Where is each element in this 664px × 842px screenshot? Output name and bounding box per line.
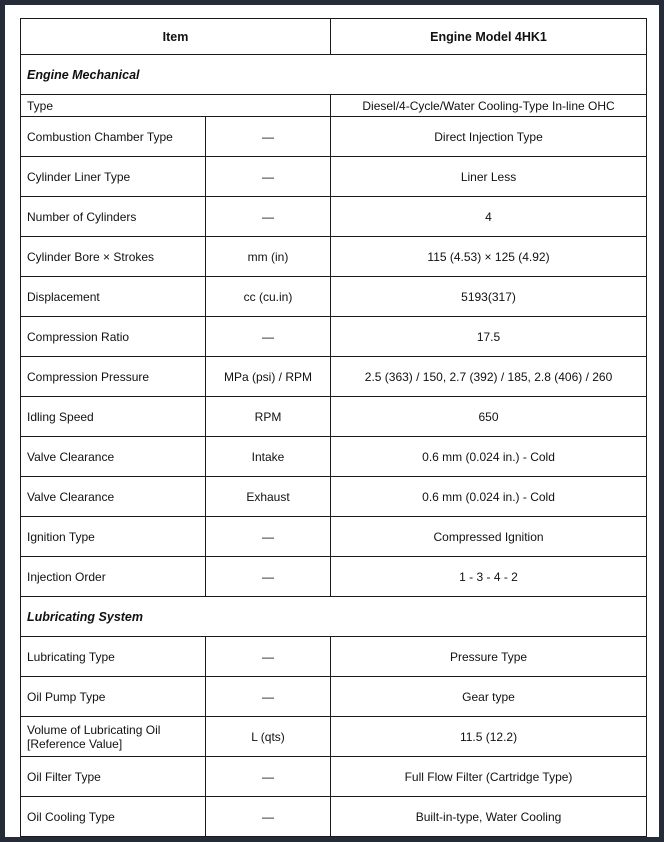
spec-row xyxy=(21,717,647,757)
row-value: 5193(317) xyxy=(331,277,647,317)
row-value: Full Flow Filter (Cartridge Type) xyxy=(331,757,647,797)
spec-row xyxy=(21,637,647,677)
row-label: Compression Ratio xyxy=(21,317,206,357)
row-unit: — xyxy=(206,677,331,717)
row-label: Cylinder Bore × Strokes xyxy=(21,237,206,277)
row-label: Oil Pump Type xyxy=(21,677,206,717)
row-label: Oil Cooling Type xyxy=(21,797,206,837)
row-value: Liner Less xyxy=(331,157,647,197)
row-value: 0.6 mm (0.024 in.) - Cold xyxy=(331,477,647,517)
row-label: Injection Order xyxy=(21,557,206,597)
spec-row xyxy=(21,557,647,597)
row-value: 1 - 3 - 4 - 2 xyxy=(331,557,647,597)
spec-row xyxy=(21,677,647,717)
row-unit: cc (cu.in) xyxy=(206,277,331,317)
row-value: 11.5 (12.2) xyxy=(331,717,647,757)
spec-row xyxy=(21,237,647,277)
row-unit: — xyxy=(206,197,331,237)
spec-row xyxy=(21,95,647,117)
section-header-row xyxy=(21,597,647,637)
spec-row xyxy=(21,357,647,397)
row-unit: — xyxy=(206,557,331,597)
spec-row xyxy=(21,317,647,357)
row-label: Volume of Lubricating Oil [Reference Value] xyxy=(21,717,206,757)
engine-spec-table xyxy=(20,18,647,837)
row-unit: mm (in) xyxy=(206,237,331,277)
spec-row xyxy=(21,757,647,797)
row-value: 650 xyxy=(331,397,647,437)
row-value: 17.5 xyxy=(331,317,647,357)
row-unit: L (qts) xyxy=(206,717,331,757)
row-unit: — xyxy=(206,157,331,197)
row-label: Oil Filter Type xyxy=(21,757,206,797)
row-value: Built-in-type, Water Cooling xyxy=(331,797,647,837)
row-value: 0.6 mm (0.024 in.) - Cold xyxy=(331,437,647,477)
spec-table-body xyxy=(21,55,647,837)
row-label: Valve Clearance xyxy=(21,437,206,477)
row-unit: — xyxy=(206,637,331,677)
row-label: Displacement xyxy=(21,277,206,317)
item-column-header: Item xyxy=(21,19,331,55)
row-label: Combustion Chamber Type xyxy=(21,117,206,157)
row-value: Pressure Type xyxy=(331,637,647,677)
document-page xyxy=(5,5,659,837)
row-label: Lubricating Type xyxy=(21,637,206,677)
row-value: 2.5 (363) / 150, 2.7 (392) / 185, 2.8 (406) / 260 xyxy=(331,357,647,397)
row-unit: — xyxy=(206,757,331,797)
spec-row xyxy=(21,277,647,317)
spec-row xyxy=(21,517,647,557)
spec-row xyxy=(21,437,647,477)
row-value: 4 xyxy=(331,197,647,237)
spec-row xyxy=(21,797,647,837)
row-value: Compressed Ignition xyxy=(331,517,647,557)
spec-row xyxy=(21,157,647,197)
section-header-row xyxy=(21,55,647,95)
spec-row xyxy=(21,477,647,517)
row-value: Diesel/4-Cycle/Water Cooling-Type In-line OHC xyxy=(331,95,647,117)
row-value: 115 (4.53) × 125 (4.92) xyxy=(331,237,647,277)
spec-row xyxy=(21,397,647,437)
spec-row xyxy=(21,197,647,237)
row-unit: RPM xyxy=(206,397,331,437)
row-label: Number of Cylinders xyxy=(21,197,206,237)
row-label: Valve Clearance xyxy=(21,477,206,517)
row-label: Cylinder Liner Type xyxy=(21,157,206,197)
row-value: Direct Injection Type xyxy=(331,117,647,157)
row-label: Ignition Type xyxy=(21,517,206,557)
table-header-row xyxy=(21,19,647,55)
spec-row xyxy=(21,117,647,157)
row-label: Compression Pressure xyxy=(21,357,206,397)
row-unit: — xyxy=(206,517,331,557)
row-unit: Intake xyxy=(206,437,331,477)
row-unit: — xyxy=(206,317,331,357)
row-label: Type xyxy=(21,95,331,117)
row-unit: — xyxy=(206,797,331,837)
model-column-header: Engine Model 4HK1 xyxy=(331,19,647,55)
row-value: Gear type xyxy=(331,677,647,717)
row-label: Idling Speed xyxy=(21,397,206,437)
row-unit: MPa (psi) / RPM xyxy=(206,357,331,397)
section-title: Engine Mechanical xyxy=(21,55,647,95)
row-unit: — xyxy=(206,117,331,157)
row-unit: Exhaust xyxy=(206,477,331,517)
section-title: Lubricating System xyxy=(21,597,647,637)
